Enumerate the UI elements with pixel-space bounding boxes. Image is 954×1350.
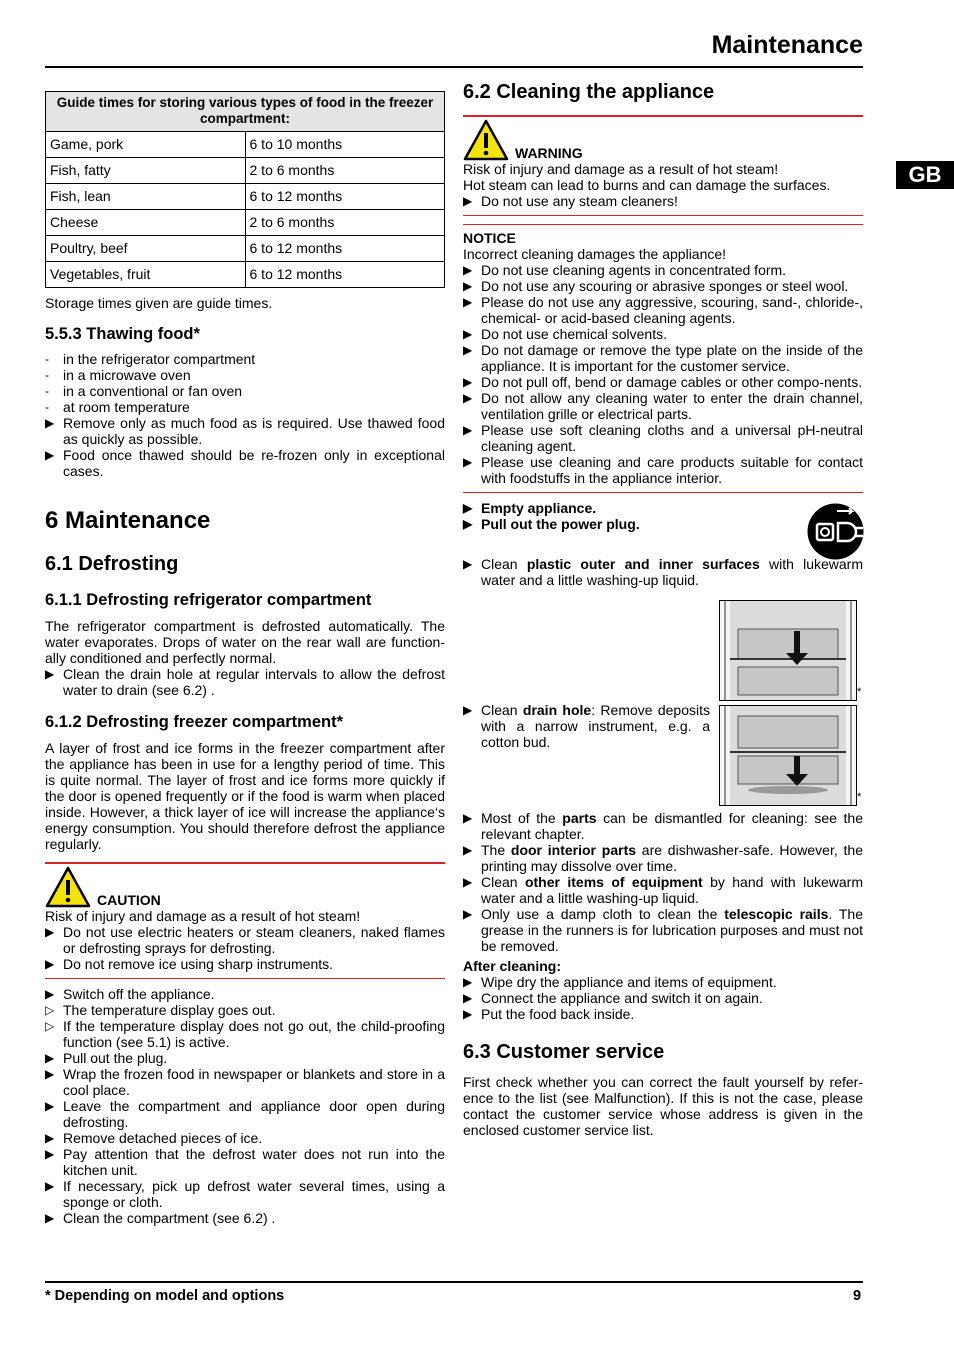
fridge-defrost-title: 6.1.1 Defrosting refrigerator compartment [45,591,372,609]
list-item: ▶ Pay attention that the defrost water does not run into the kitchen unit. [45,1146,445,1178]
list-item: - in a microwave oven [45,367,191,383]
left-column [45,91,445,1226]
list-item: ▶ Remove only as much food as is required. Use thawed food as quickly as possible. [45,415,445,447]
table-cell: 2 to 6 months [245,158,445,184]
list-item: - in the refrigerator compartment [45,351,256,367]
list-item: ▶ Wrap the frozen food in newspaper or blankets and store in a cool place. [45,1066,445,1098]
caution-bottom-rule [45,978,445,979]
list-item: ▶ Pull out the power plug. [463,516,640,532]
list-item: ▶ Please use cleaning and care products suitable for contact with foodstuffs in the appliance interior. [463,454,863,486]
warning-line: Risk of injury and damage as a result of hot steam! [463,161,779,177]
table-cell: 6 to 10 months [245,132,445,158]
table-heading: Guide times for storing various types of food in the freezer compartment: [46,92,445,132]
thawing-title: 5.5.3 Thawing food* [45,325,200,343]
list-item: ▶ Remove detached pieces of ice. [45,1130,263,1146]
caution-list [45,924,445,972]
storage-guide-table [45,91,445,288]
drain-figure-block [463,596,863,810]
language-tab: GB [896,161,954,189]
after-cleaning-title: After cleaning: [463,958,562,974]
table-row [46,210,445,236]
warning-top-rule [463,115,863,117]
list-item: ▶ Pull out the plug. [45,1050,168,1066]
fridge-defrost-steps [45,666,445,698]
list-item: ▶ Do not remove ice using sharp instruments. [45,956,334,972]
table-cell: Cheese [46,210,246,236]
list-item: ▶ Switch off the appliance. [45,986,215,1002]
table-cell: 6 to 12 months [245,236,445,262]
parts-list [463,810,863,954]
storage-note: Storage times given are guide times. [45,295,273,311]
warning-header [463,119,863,161]
list-item: ▶ If necessary, pick up defrost water several times, using a sponge or cloth. [45,1178,445,1210]
after-cleaning-list [463,974,863,1022]
list-item: ▶ Do not use chemical solvents. [463,326,667,342]
list-item: ▷ If the temperature display does not go out, the child-proofing function (see 5.1) is active. [45,1018,445,1050]
thawing-list [45,351,445,479]
warning-triangle-icon [45,866,91,908]
list-item: ▶ Only use a damp cloth to clean the telescopic rails. The grease in the runners is for lubrication purposes and must not be removed. [463,906,863,954]
table-row [46,132,445,158]
surfaces-list [463,556,863,588]
list-item: ▶ Do not pull off, bend or damage cables or other compo-nents. [463,374,863,390]
notice-top-rule [463,224,863,225]
page-number: 9 [853,1288,862,1304]
notice-bottom-rule [463,492,863,493]
chapter-title: 6 Maintenance [45,507,211,534]
notice-text: Incorrect cleaning damages the appliance! [463,246,727,262]
caution-top-rule [45,862,445,864]
freezer-defrost-title: 6.1.2 Defrosting freezer compartment* [45,713,344,731]
list-item: - at room temperature [45,399,190,415]
list-item: ▶ Do not use any scouring or abrasive sponges or steel wool. [463,278,849,294]
footer-note: * Depending on model and options [45,1288,285,1304]
caution-header [45,866,445,908]
list-item: ▶ Please do not use any aggressive, scouring, sand-, chloride-, chemical- or acid-based cleaning agents. [463,294,863,326]
list-item: ▶ Do not use any steam cleaners! [463,193,678,209]
table-row [46,158,445,184]
list-item: ▶ Wipe dry the appliance and items of equipment. [463,974,777,990]
list-item: ▶ Empty appliance. [463,500,597,516]
footer-rule [45,1281,863,1283]
list-item: ▶ Leave the compartment and appliance door open during defrosting. [45,1098,445,1130]
list-item: - in a conventional or fan oven [45,383,243,399]
fridge-drain-figure-top [719,600,857,701]
warning-bottom-rule [463,215,863,216]
list-item: ▶ Do not damage or remove the type plate on the inside of the appliance. It is important for the customer service. [463,342,863,374]
list-item: ▶ Do not use electric heaters or steam cleaners, naked flames or defrosting sprays for defrosting. [45,924,445,956]
table-row [46,236,445,262]
figure-footnote-mark: * [857,791,862,803]
warning-list [463,193,863,209]
fridge-defrost-text: The refrigerator compartment is defrosted automatically. The water evaporates. Drops of water on the rear wall are function-ally conditioned and perfectly normal. [45,618,445,666]
table-cell: Fish, fatty [46,158,246,184]
notice-label: NOTICE [463,230,516,246]
table-row [46,184,445,210]
list-item: ▶ Clean the compartment (see 6.2) . [45,1210,276,1226]
table-cell: Fish, lean [46,184,246,210]
caution-label: CAUTION [97,892,161,908]
page-header-title: Maintenance [711,31,863,59]
list-item: ▶ Clean the drain hole at regular intervals to allow the defrost water to drain (see 6.2) . [45,666,445,698]
list-item: ▶ Clean other items of equipment by hand with lukewarm water and a little washing-up liquid. [463,874,863,906]
list-item: ▶ Put the food back inside. [463,1006,635,1022]
notice-list [463,262,863,486]
table-row [46,262,445,288]
cleaning-title: 6.2 Cleaning the appliance [463,81,715,103]
table-cell: 6 to 12 months [245,262,445,288]
freezer-defrost-text: A layer of frost and ice forms in the freezer compartment after the appliance has been in use for a lengthy period of time. This is quite normal. The layer of frost and ice forms more quickly if the door is opened frequently or if the food is warm when placed inside. However, a thick layer of ice will increase the appliance‘s energy consumption. You should therefore defrost the appliance regularly. [45,740,445,852]
table-cell: Poultry, beef [46,236,246,262]
customer-service-title: 6.3 Customer service [463,1041,665,1063]
list-item: ▶ The door interior parts are dishwasher-safe. However, the printing may dissolve over time. [463,842,863,874]
caution-text: Risk of injury and damage as a result of hot steam! [45,908,361,924]
defrosting-title: 6.1 Defrosting [45,553,179,575]
right-column [463,80,863,1138]
table-cell: 2 to 6 months [245,210,445,236]
fridge-drain-figure-bottom [719,705,857,806]
unplug-icon [807,503,864,560]
table-cell: 6 to 12 months [245,184,445,210]
list-item: ▶ Do not allow any cleaning water to enter the drain channel, ventilation grille or electrical parts. [463,390,863,422]
list-item: ▶ Food once thawed should be re-frozen only in exceptional cases. [45,447,445,479]
drain-list [463,702,710,750]
table-cell: Vegetables, fruit [46,262,246,288]
list-item: ▷ The temperature display goes out. [45,1002,276,1018]
prep-block [463,500,863,554]
warning-label: WARNING [515,145,583,161]
list-item: ▶ Do not use cleaning agents in concentrated form. [463,262,787,278]
list-item: ▶ Clean plastic outer and inner surfaces with lukewarm water and a little washing-up liquid. [463,556,864,588]
list-item: ▶ Clean drain hole: Remove deposits with a narrow instrument, e.g. a cotton bud. [463,702,710,750]
warning-triangle-icon [463,119,509,161]
customer-service-text: First check whether you can correct the fault yourself by refer-ence to the list (see Malfunction). If this is not the case, please contact the customer service whose address is given in the enclosed customer service list. [463,1074,863,1138]
list-item: ▶ Most of the parts can be dismantled for cleaning: see the relevant chapter. [463,810,863,842]
table-cell: Game, pork [46,132,246,158]
list-item: ▶ Connect the appliance and switch it on again. [463,990,763,1006]
list-item: ▶ Please use soft cleaning cloths and a universal pH-neutral cleaning agent. [463,422,863,454]
header-rule [45,66,863,68]
warning-line: Hot steam can lead to burns and can damage the surfaces. [463,177,831,193]
figure-footnote-mark: * [857,686,862,698]
defrost-steps [45,986,445,1226]
prep-list [463,500,863,532]
